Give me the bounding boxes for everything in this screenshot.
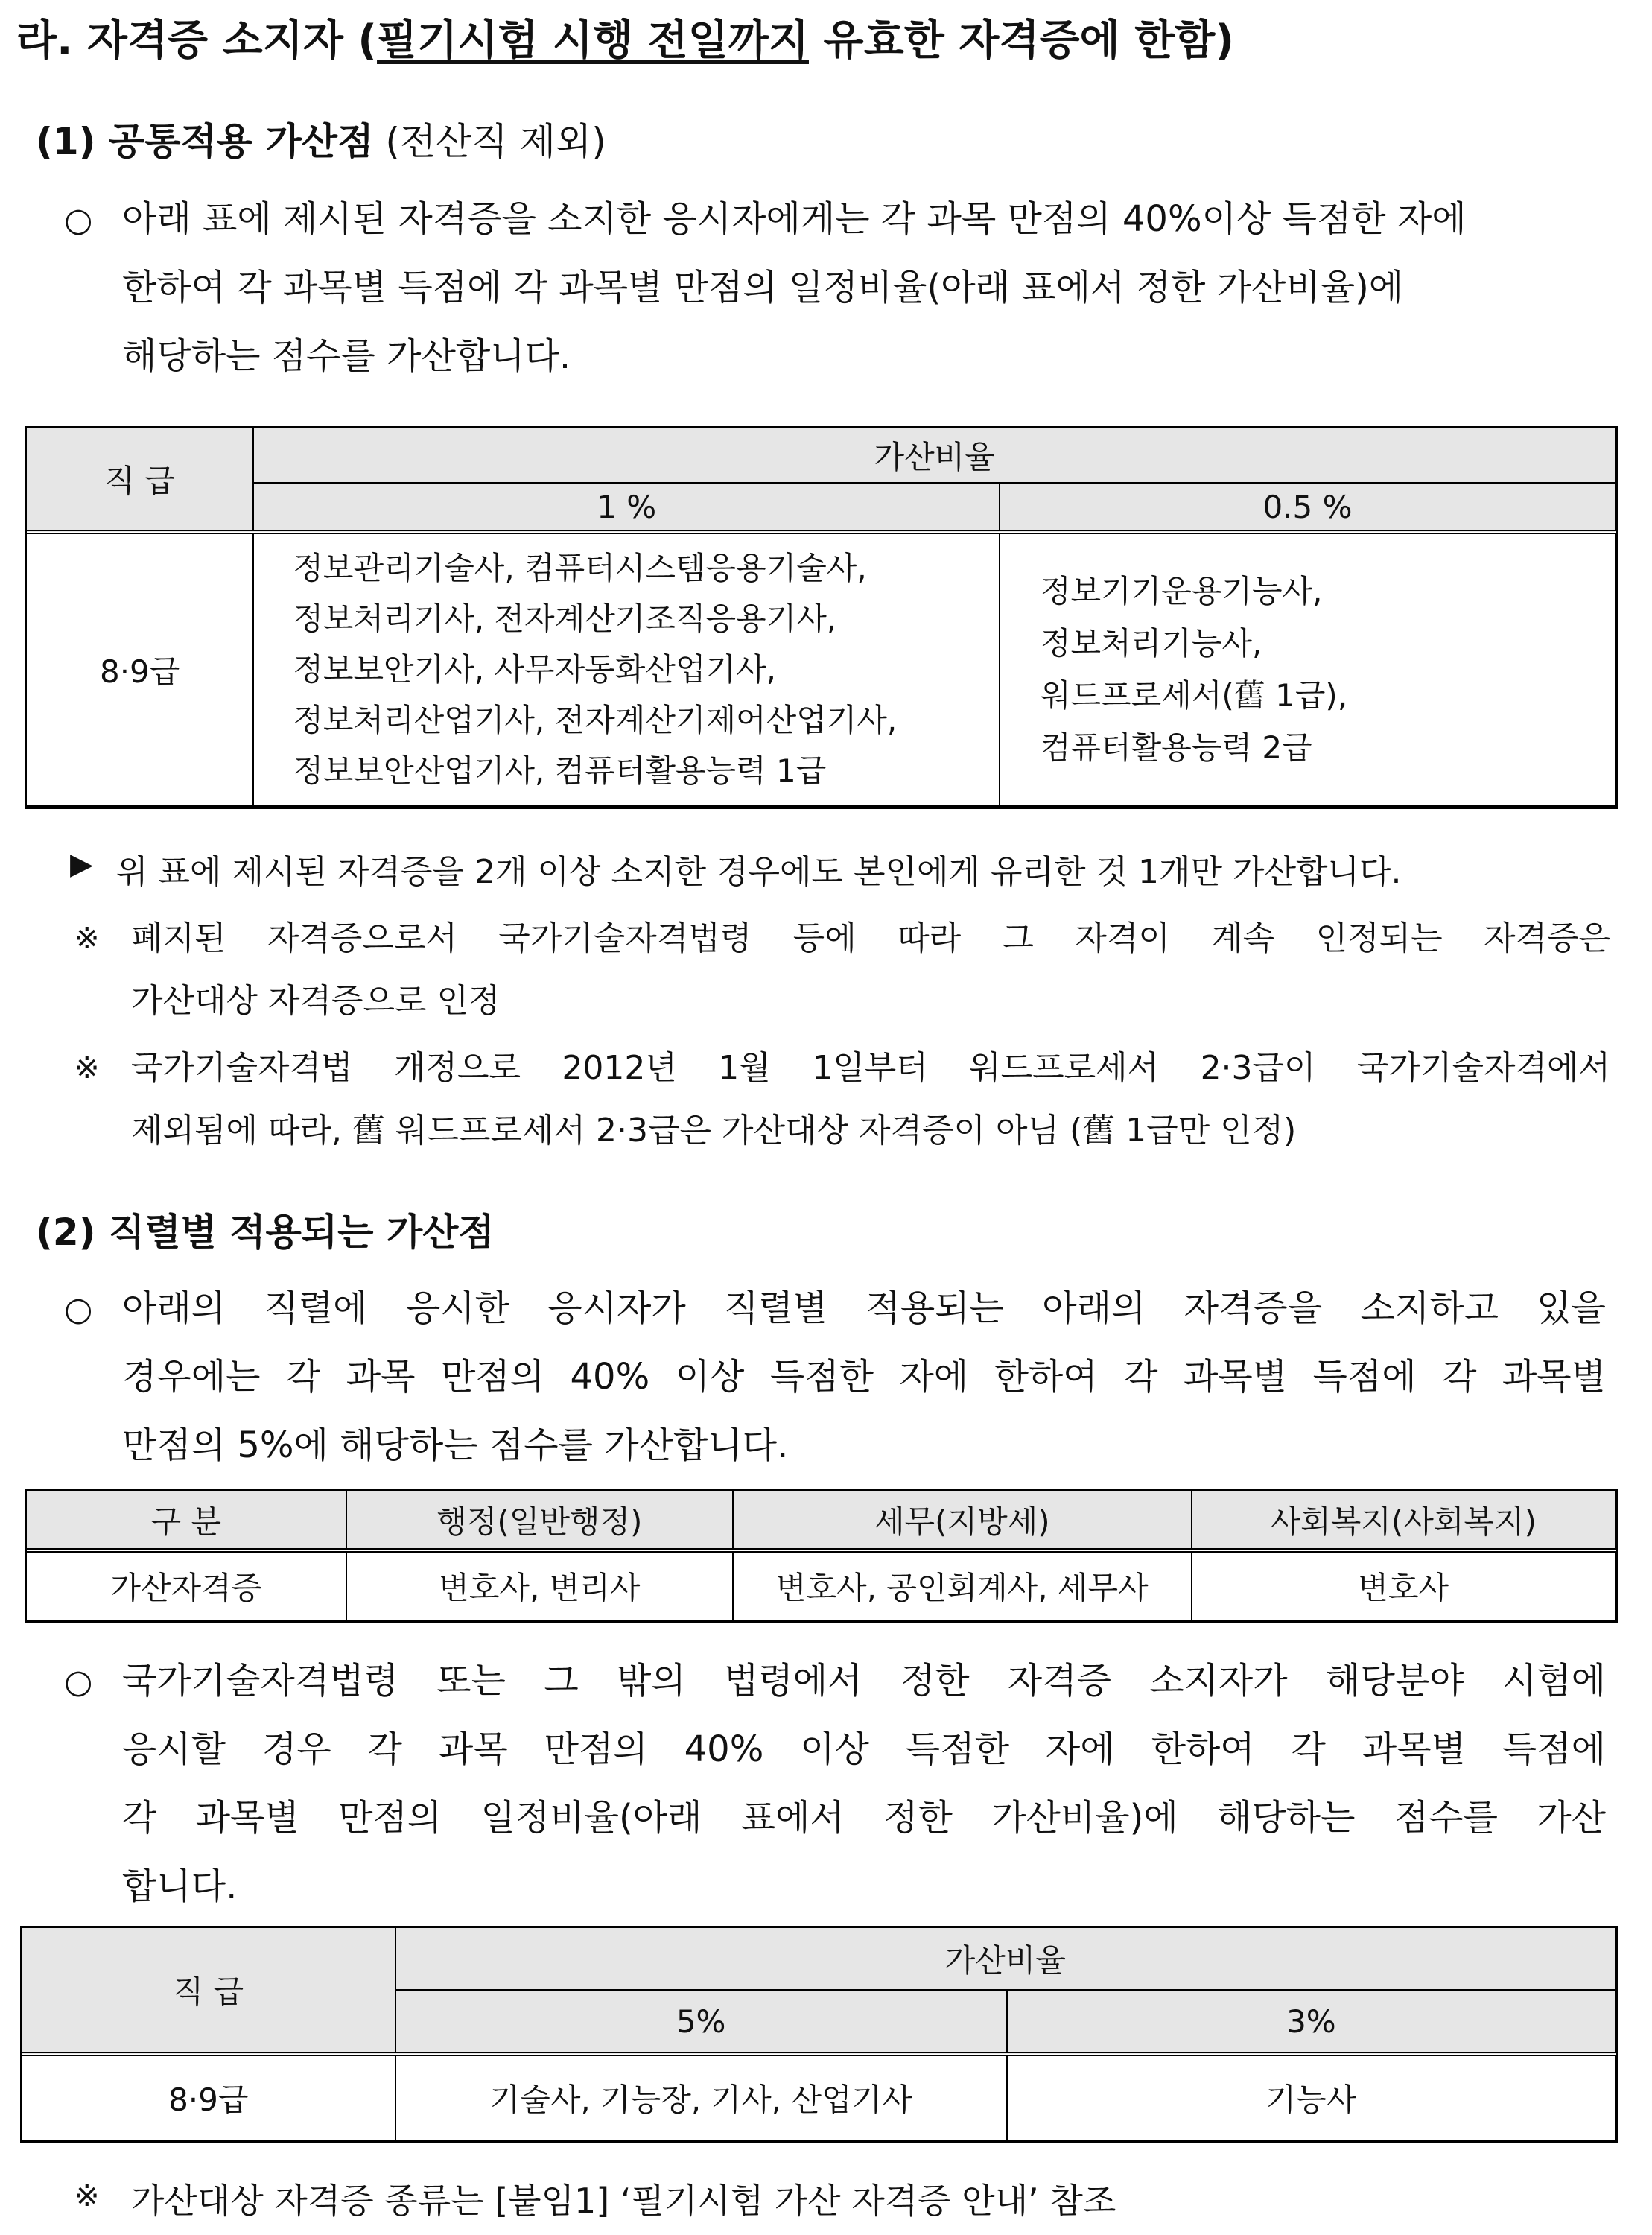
cert-list-1pct xyxy=(253,532,1000,806)
header-category: 구 분 xyxy=(26,1491,346,1550)
section-title-prefix: 라. 자격증 소지자 ( xyxy=(16,16,378,65)
grade-header: 직 급 xyxy=(26,428,253,532)
part1-heading-note: (전산직 제외) xyxy=(373,120,606,163)
paragraph-line: 한하여 각 과목별 득점에 각 과목별 만점의 일정비율(아래 표에서 정한 가산비율)에 xyxy=(122,267,1404,308)
paragraph-line: 응시할 경우 각 과목 만점의 40% 이상 득점한 자에 한하여 각 과목별 득점에 xyxy=(122,1728,1606,1770)
part2-paragraph-1 xyxy=(122,1274,1606,1480)
note1-marker: ※ xyxy=(74,922,100,956)
note-line: 제외됨에 따라, 舊 워드프로세서 2·3급은 가산대상 자격증이 아님 (舊 1급만 인정) xyxy=(131,1112,1297,1150)
part1-heading xyxy=(36,112,606,165)
cert-item: 정보처리기능사, xyxy=(1040,625,1262,662)
note2-marker: ※ xyxy=(74,1051,100,1085)
cell-tax: 변호사, 공인회계사, 세무사 xyxy=(733,1550,1191,1620)
cert-list-05pct xyxy=(1000,532,1616,806)
cert-item: 정보처리기사, 전자계산기조직응용기사, xyxy=(293,600,837,637)
cert-item: 정보기기운용기능사, xyxy=(1040,573,1323,609)
cert-3pct: 기능사 xyxy=(1007,2054,1616,2140)
final-note-marker: ※ xyxy=(74,2179,100,2213)
part2-heading: (2) 직렬별 적용되는 가산점 xyxy=(36,1211,495,1254)
part2-paragraph-2 xyxy=(122,1646,1606,1921)
header-admin: 행정(일반행정) xyxy=(346,1491,734,1550)
section-title-suffix: 유효한 자격증에 한함) xyxy=(808,16,1234,65)
note1 xyxy=(131,907,1610,1033)
paragraph-line: 만점의 5%에 해당하는 점수를 가산합니다. xyxy=(122,1424,789,1466)
part1-heading-bold: (1) 공통적용 가산점 xyxy=(36,120,374,163)
ratio-col-5pct: 5% xyxy=(395,1990,1007,2054)
ratio-col-05pct: 0.5 % xyxy=(1000,483,1616,532)
grade-cell: 8·9급 xyxy=(22,2054,395,2140)
cert-5pct: 기술사, 기능장, 기사, 산업기사 xyxy=(395,2054,1007,2140)
final-note: 가산대상 자격증 종류는 [붙임1] ‘필기시험 가산 자격증 안내’ 참조 xyxy=(131,2181,1116,2221)
paragraph-line: 각 과목별 만점의 일정비율(아래 표에서 정한 가산비율)에 해당하는 점수를 가산 xyxy=(122,1797,1606,1839)
ratio-table-1 xyxy=(25,427,1616,807)
header-tax: 세무(지방세) xyxy=(733,1491,1191,1550)
ratio-col-3pct: 3% xyxy=(1007,1990,1616,2054)
cert-item: 워드프로세서(舊 1급), xyxy=(1040,677,1348,714)
series-cert-table xyxy=(25,1490,1616,1621)
paragraph-line: 해당하는 점수를 가산합니다. xyxy=(122,335,571,377)
cert-item: 정보관리기술사, 컴퓨터시스템응용기술사, xyxy=(293,550,867,586)
cert-item: 정보보안산업기사, 컴퓨터활용능력 1급 xyxy=(293,752,827,789)
section-title-underlined: 필기시험 시행 전일까지 xyxy=(377,16,809,65)
cert-item: 정보처리산업기사, 전자계산기제어산업기사, xyxy=(293,702,898,738)
paragraph-line: 아래 표에 제시된 자격증을 소지한 응시자에게는 각 과목 만점의 40%이상 득점한 자에 xyxy=(122,198,1467,240)
arrow-note: 위 표에 제시된 자격증을 2개 이상 소지한 경우에도 본인에게 유리한 것 1개만 가산합니다. xyxy=(116,853,1402,891)
part2-bullet-1: ○ xyxy=(64,1290,93,1328)
cell-admin: 변호사, 변리사 xyxy=(346,1550,734,1620)
section-title xyxy=(16,7,1234,67)
paragraph-line: 경우에는 각 과목 만점의 40% 이상 득점한 자에 한하여 각 과목별 득점에 각 과목별 xyxy=(122,1356,1606,1398)
paragraph-line: 아래의 직렬에 응시한 응시자가 직렬별 적용되는 아래의 자격증을 소지하고 있을 xyxy=(122,1287,1606,1329)
ratio-header: 가산비율 xyxy=(395,1927,1616,1990)
ratio-header: 가산비율 xyxy=(253,428,1616,483)
cert-item: 컴퓨터활용능력 2급 xyxy=(1040,729,1312,766)
header-welfare: 사회복지(사회복지) xyxy=(1192,1491,1616,1550)
ratio-col-1pct: 1 % xyxy=(253,483,1000,532)
arrow-marker: ▶ xyxy=(70,847,93,881)
cell-welfare: 변호사 xyxy=(1192,1550,1616,1620)
note2 xyxy=(131,1037,1610,1162)
part1-bullet: ○ xyxy=(64,201,93,239)
paragraph-line: 합니다. xyxy=(122,1865,238,1907)
paragraph-line: 국가기술자격법령 또는 그 밖의 법령에서 정한 자격증 소지자가 해당분야 시험에 xyxy=(122,1660,1606,1702)
row-label: 가산자격증 xyxy=(26,1550,346,1620)
part1-paragraph xyxy=(122,185,1606,390)
note-line: 가산대상 자격증으로 인정 xyxy=(131,982,501,1020)
ratio-table-2 xyxy=(21,1927,1616,2141)
note-line: 폐지된 자격증으로서 국가기술자격법령 등에 따라 그 자격이 계속 인정되는 자격증은 xyxy=(131,919,1610,957)
part2-bullet-2: ○ xyxy=(64,1663,93,1701)
note-line: 국가기술자격법 개정으로 2012년 1월 1일부터 워드프로세서 2·3급이 국가기술자격에서 xyxy=(131,1049,1610,1087)
grade-header: 직 급 xyxy=(22,1927,395,2054)
grade-cell: 8·9급 xyxy=(26,532,253,806)
cert-item: 정보보안기사, 사무자동화산업기사, xyxy=(293,651,776,688)
